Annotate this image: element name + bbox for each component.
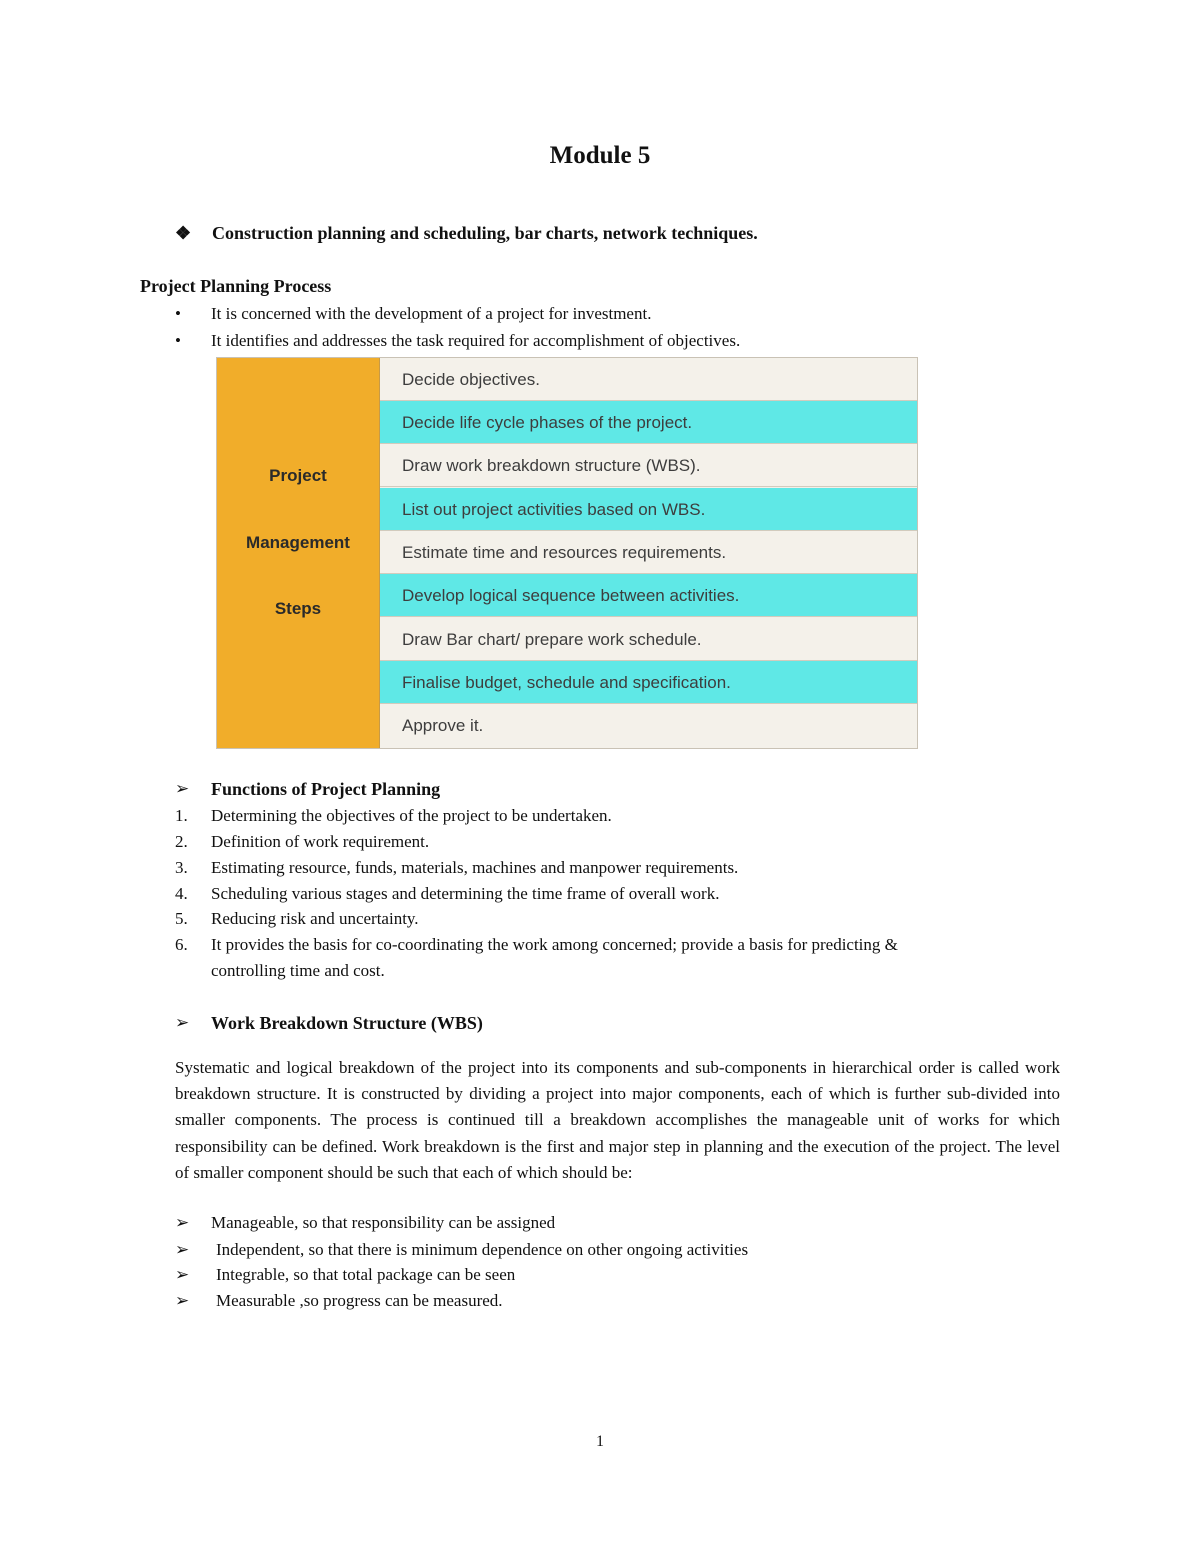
list-number: 2.	[175, 832, 188, 851]
wbs-heading: Work Breakdown Structure (WBS)	[211, 1013, 483, 1033]
wbs-criterion-1: Manageable, so that responsibility can be assigned	[211, 1213, 556, 1232]
function-item-6-continued: controlling time and cost.	[211, 961, 385, 980]
diagram-label-project: Project	[269, 466, 327, 485]
diagram-label-steps: Steps	[274, 599, 322, 618]
function-item-6: It provides the basis for co-coordinating the work among concerned; provide a basis for predicting &	[211, 935, 898, 954]
list-number: 5.	[175, 909, 188, 928]
diagram-step: Approve it.	[380, 704, 917, 748]
topic-text: Construction planning and scheduling, bar charts, network techniques.	[212, 223, 758, 243]
diagram-step: Decide life cycle phases of the project.	[380, 401, 917, 444]
function-item-3: Estimating resource, funds, materials, machines and manpower requirements.	[211, 858, 739, 877]
diagram-step: Draw Bar chart/ prepare work schedule.	[380, 618, 917, 661]
list-number: 6.	[175, 935, 188, 954]
wbs-criterion-3: Integrable, so that total package can be seen	[216, 1265, 516, 1284]
bullet-dot-icon: •	[175, 304, 181, 323]
list-number: 3.	[175, 858, 188, 877]
diagram-step: Decide objectives.	[380, 358, 917, 401]
list-number: 1.	[175, 806, 188, 825]
functions-heading: Functions of Project Planning	[211, 779, 441, 799]
diagram-step: List out project activities based on WBS.	[380, 488, 917, 531]
planning-bullet-2: It identifies and addresses the task required for accomplishment of objectives.	[211, 331, 741, 350]
diagram-left-panel	[217, 358, 380, 748]
diagram-step: Estimate time and resources requirements.	[380, 531, 917, 574]
arrow-bullet-icon: ➢	[175, 1265, 190, 1284]
project-management-steps-diagram	[216, 357, 918, 749]
arrow-bullet-icon: ➢	[175, 1213, 190, 1232]
arrow-bullet-icon: ➢	[175, 1291, 190, 1310]
diagram-step: Finalise budget, schedule and specification.	[380, 661, 917, 704]
diagram-label-management: Management	[246, 533, 350, 552]
wbs-criterion-2: Independent, so that there is minimum dependence on other ongoing activities	[216, 1240, 749, 1259]
project-planning-heading: Project Planning Process	[140, 276, 332, 296]
page-title: Module 5	[549, 142, 651, 169]
arrow-bullet-icon: ➢	[175, 1240, 190, 1259]
function-item-4: Scheduling various stages and determining the time frame of overall work.	[211, 884, 720, 903]
arrow-bullet-icon: ➢	[175, 1013, 190, 1032]
wbs-criterion-4: Measurable ,so progress can be measured.	[216, 1291, 503, 1310]
wbs-paragraph: Systematic and logical breakdown of the project into its components and sub-components in hierarchical order is called work breakdown structure. It is constructed by dividing a project into major components, each of which is further sub-divided into smaller components. The process is continued till a breakdown accomplishes the manageable unit of works for which responsibility can be defined. Work breakdown is the first and major step in planning and the execution of the project. The level of smaller component should be such that each of which should be:	[175, 1058, 1060, 1182]
page-number: 1	[596, 1433, 604, 1450]
function-item-2: Definition of work requirement.	[211, 832, 430, 851]
function-item-5: Reducing risk and uncertainty.	[211, 909, 419, 928]
function-item-1: Determining the objectives of the project to be undertaken.	[211, 806, 612, 825]
arrow-bullet-icon: ➢	[175, 779, 190, 798]
bullet-dot-icon: •	[175, 331, 181, 350]
list-number: 4.	[175, 884, 188, 903]
planning-bullet-1: It is concerned with the development of a project for investment.	[211, 304, 652, 323]
diamond-bullet-icon: ❖	[175, 223, 192, 243]
diagram-step: Draw work breakdown structure (WBS).	[380, 444, 917, 487]
diagram-step: Develop logical sequence between activities.	[380, 574, 917, 617]
diagram-steps-list	[380, 358, 917, 748]
